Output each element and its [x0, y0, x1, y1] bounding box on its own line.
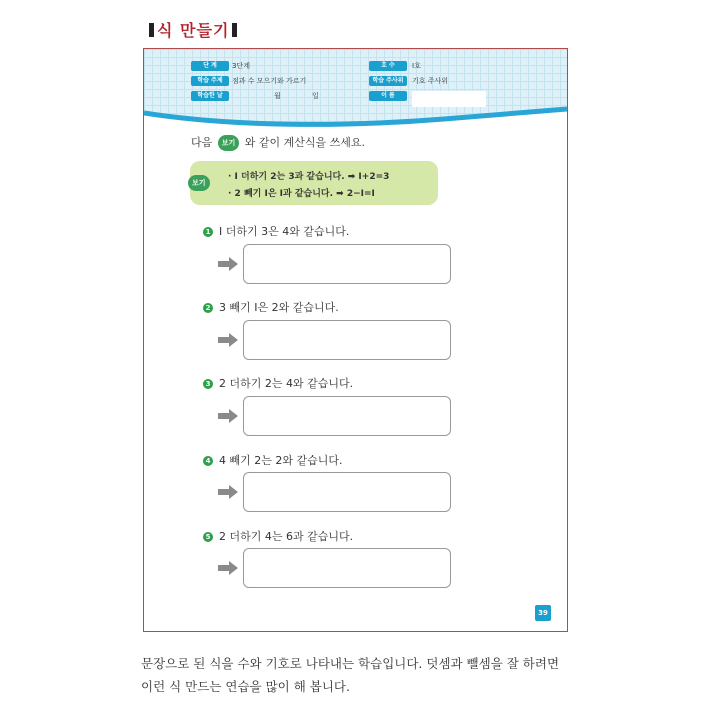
instruction-before: 다음 [191, 136, 213, 149]
question-text-1: I 더하기 3은 4와 같습니다. [219, 225, 350, 238]
answer-box-2[interactable] [243, 320, 451, 360]
issue-value: I호 [412, 62, 421, 70]
instruction [191, 134, 365, 151]
answer-box-1[interactable] [243, 244, 451, 284]
answer-box-4[interactable] [243, 472, 451, 512]
example-badge: 보기 [188, 175, 210, 191]
stage-label: 단 계 [191, 61, 229, 71]
section-title-text: 식 만들기 [157, 21, 230, 40]
answer-box-3[interactable] [243, 396, 451, 436]
example-badge-inline: 보기 [218, 135, 240, 151]
example-box [190, 161, 438, 205]
date-label: 학습한 날 [191, 91, 229, 101]
question-3 [203, 375, 353, 391]
arrow-right-icon [218, 257, 238, 271]
cycle-label: 학습 주사위 [369, 76, 407, 86]
question-text-4: 4 빼기 2는 2와 같습니다. [219, 454, 343, 467]
question-text-2: 3 빼기 I은 2와 같습니다. [219, 301, 339, 314]
section-title [146, 18, 240, 41]
stage-value: 3단계 [232, 62, 250, 70]
question-5 [203, 528, 353, 544]
example-line-1: · I 더하기 2는 3과 같습니다. ➡ I+2=3 [228, 172, 390, 182]
arrow-right-icon [218, 561, 238, 575]
day-label: 일 [312, 92, 319, 100]
topic-label: 학습 주제 [191, 76, 229, 86]
example-line-2: · 2 빼기 I은 I과 같습니다. ➡ 2−I=I [228, 189, 375, 199]
question-number-5: 5 [203, 532, 213, 542]
month-label: 월 [274, 92, 281, 100]
cycle-value: 기호 주사위 [412, 77, 449, 85]
answer-box-5[interactable] [243, 548, 451, 588]
workbook-page [143, 48, 568, 632]
page-number: 39 [535, 605, 551, 621]
question-2 [203, 299, 339, 315]
instruction-after: 와 같이 계산식을 쓰세요. [244, 136, 366, 149]
question-number-2: 2 [203, 303, 213, 313]
name-label: 이 름 [369, 91, 407, 101]
arrow-right-icon [218, 409, 238, 423]
issue-label: 호 수 [369, 61, 407, 71]
question-number-3: 3 [203, 379, 213, 389]
arrow-right-icon [218, 333, 238, 347]
title-bar-right [232, 23, 237, 37]
question-text-3: 2 더하기 2는 4와 같습니다. [219, 377, 354, 390]
question-number-4: 4 [203, 456, 213, 466]
question-text-5: 2 더하기 4는 6과 같습니다. [219, 530, 354, 543]
topic-value: 점과 수 모으기와 가르기 [232, 77, 307, 85]
question-4 [203, 452, 343, 468]
header-wave [144, 101, 567, 131]
title-bar-left [149, 23, 154, 37]
question-number-1: 1 [203, 227, 213, 237]
question-1 [203, 223, 349, 239]
arrow-right-icon [218, 485, 238, 499]
caption: 문장으로 된 식을 수와 기호로 나타내는 학습입니다. 덧셈과 뺄셈을 잘 하려면 이런 식 만드는 연습을 많이 해 봅니다. [141, 656, 560, 694]
